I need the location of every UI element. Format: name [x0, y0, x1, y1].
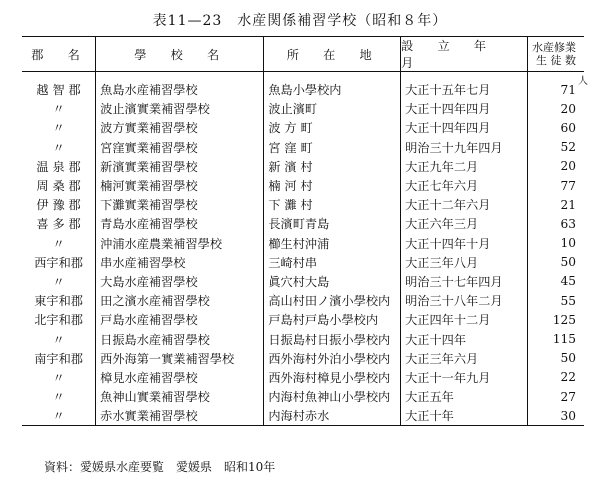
- cell-students: 50: [527, 349, 584, 368]
- cell-students: 21: [527, 195, 584, 214]
- cell-established: 大正十四年十月: [401, 234, 527, 253]
- cell-established: 大正十四年四月: [401, 118, 527, 137]
- cell-school: 田之濱水産補習學校: [96, 291, 264, 310]
- cell-county: 〃: [52, 274, 65, 289]
- cell-location: 波 方 町: [264, 118, 401, 137]
- table-row: [22, 214, 584, 233]
- cell-school: 串水産補習學校: [96, 253, 264, 272]
- cell-location: 内海村魚神山小學校内: [264, 387, 401, 406]
- table-row: [22, 99, 584, 118]
- cell-county: 〃: [52, 121, 65, 136]
- table-title: 表11—23 水産関係補習学校（昭和８年）: [152, 13, 448, 29]
- table-row: [22, 195, 584, 214]
- cell-location: 下 灘 村: [264, 195, 401, 214]
- cell-location: 波止濱町: [264, 99, 401, 118]
- cell-established: 大正五年: [401, 387, 527, 406]
- cell-county: 〃: [52, 370, 65, 385]
- table-row: [22, 406, 584, 426]
- cell-location: 西外海村外泊小學校内: [264, 349, 401, 368]
- cell-school: 戸島水産補習學校: [96, 310, 264, 329]
- cell-location: 高山村田ノ濱小學校内: [264, 291, 401, 310]
- table-row: [22, 291, 584, 310]
- table-row: [22, 329, 584, 348]
- cell-established: 明治三十七年四月: [401, 272, 527, 291]
- cell-county: 〃: [52, 140, 65, 155]
- cell-location: 櫛生村沖浦: [264, 234, 401, 253]
- table-row: [22, 349, 584, 368]
- cell-established: 大正四年十二月: [401, 310, 527, 329]
- cell-school: 沖浦水産農業補習學校: [96, 234, 264, 253]
- cell-students: 115: [527, 329, 584, 348]
- cell-school: 赤水實業補習學校: [96, 406, 264, 426]
- cell-location: 宮 窪 町: [264, 138, 401, 157]
- table-row: [22, 157, 584, 176]
- table-row: [22, 310, 584, 329]
- table-row: [22, 387, 584, 406]
- cell-location: 長濱町青島: [264, 214, 401, 233]
- cell-students: 77: [527, 176, 584, 195]
- cell-established: 大正十四年四月: [401, 99, 527, 118]
- cell-students: 55: [527, 291, 584, 310]
- cell-established: 大正三年六月: [401, 349, 527, 368]
- header-county: 郡 名: [22, 37, 96, 72]
- cell-county: 温 泉 郡: [36, 159, 81, 174]
- cell-students: 20: [527, 157, 584, 176]
- cell-school: 樟見水産補習學校: [96, 368, 264, 387]
- cell-location: 新 濱 村: [264, 157, 401, 176]
- header-students: [527, 37, 584, 72]
- header-location: 所 在 地: [264, 37, 401, 72]
- cell-students: 10: [527, 234, 584, 253]
- header-established: 設 立 年 月: [401, 37, 527, 72]
- cell-school: 日振島水産補習學校: [96, 329, 264, 348]
- cell-school: 青島水産補習學校: [96, 214, 264, 233]
- cell-school: 波方實業補習學校: [96, 118, 264, 137]
- cell-county: 東宇和郡: [34, 294, 83, 309]
- cell-established: 大正六年三月: [401, 214, 527, 233]
- cell-established: 大正七年六月: [401, 176, 527, 195]
- cell-school: 宮窪實業補習學校: [96, 138, 264, 157]
- cell-location: 日振島村日振小學校内: [264, 329, 401, 348]
- cell-county: 西宇和郡: [34, 255, 83, 270]
- cell-county: 伊 豫 郡: [36, 198, 81, 213]
- cell-school: 楠河實業補習學校: [96, 176, 264, 195]
- cell-county: 周 桑 郡: [36, 179, 81, 194]
- table-row: [22, 138, 584, 157]
- cell-county: 〃: [52, 236, 65, 251]
- cell-established: 大正十二年六月: [401, 195, 527, 214]
- cell-county: 南宇和郡: [34, 351, 83, 366]
- cell-established: 大正十年: [401, 406, 527, 426]
- cell-county: 北宇和郡: [34, 313, 83, 328]
- header-students-line1: 水産修業: [532, 41, 576, 54]
- table-row: [22, 72, 584, 100]
- cell-location: 内海村赤水: [264, 406, 401, 426]
- cell-established: 明治三十八年二月: [401, 291, 527, 310]
- table-header-row: [22, 37, 584, 72]
- cell-county: 〃: [52, 390, 65, 405]
- cell-established: 大正十一年九月: [401, 368, 527, 387]
- cell-location: 魚島小學校内: [264, 72, 401, 100]
- cell-students: 125: [527, 310, 584, 329]
- school-table: [22, 36, 584, 426]
- cell-school: 新濱實業補習學校: [96, 157, 264, 176]
- cell-county: 〃: [52, 409, 65, 424]
- cell-established: 明治三十九年四月: [401, 138, 527, 157]
- cell-county: 〃: [52, 332, 65, 347]
- cell-students: 71: [527, 72, 584, 100]
- cell-students: 45: [527, 272, 584, 291]
- cell-school: 西外海第一實業補習學校: [96, 349, 264, 368]
- unit-label: 人: [578, 76, 588, 87]
- cell-established: 大正十四年: [401, 329, 527, 348]
- header-school: 學 校 名: [96, 37, 264, 72]
- cell-students: 30: [527, 406, 584, 426]
- cell-location: 西外海村樟見小學校内: [264, 368, 401, 387]
- cell-students: 60: [527, 118, 584, 137]
- cell-students: 20: [527, 99, 584, 118]
- cell-established: 大正十五年七月: [401, 72, 527, 100]
- cell-established: 大正九年二月: [401, 157, 527, 176]
- header-students-line2: 生 徒 数: [536, 54, 576, 67]
- table-row: [22, 118, 584, 137]
- table-row: [22, 253, 584, 272]
- cell-students: 63: [527, 214, 584, 233]
- cell-students: 22: [527, 368, 584, 387]
- table-row: [22, 234, 584, 253]
- cell-school: 魚島水産補習學校: [96, 72, 264, 100]
- cell-school: 魚神山實業補習學校: [96, 387, 264, 406]
- cell-students: 27: [527, 387, 584, 406]
- cell-location: 眞穴村大島: [264, 272, 401, 291]
- cell-school: 大島水産補習學校: [96, 272, 264, 291]
- source-note: 資料：愛媛県水産要覧 愛媛県 昭和10年: [44, 460, 276, 474]
- table-row: [22, 272, 584, 291]
- table-row: [22, 368, 584, 387]
- cell-county: 喜 多 郡: [36, 217, 81, 232]
- cell-school: 下灘實業補習學校: [96, 195, 264, 214]
- cell-county: 越 智 郡: [36, 83, 81, 98]
- cell-county: 〃: [52, 102, 65, 117]
- cell-students: 52: [527, 138, 584, 157]
- table-row: [22, 176, 584, 195]
- cell-established: 大正三年八月: [401, 253, 527, 272]
- cell-location: 楠 河 村: [264, 176, 401, 195]
- cell-location: 三崎村串: [264, 253, 401, 272]
- cell-location: 戸島村戸島小學校内: [264, 310, 401, 329]
- cell-students: 50: [527, 253, 584, 272]
- cell-school: 波止濱實業補習學校: [96, 99, 264, 118]
